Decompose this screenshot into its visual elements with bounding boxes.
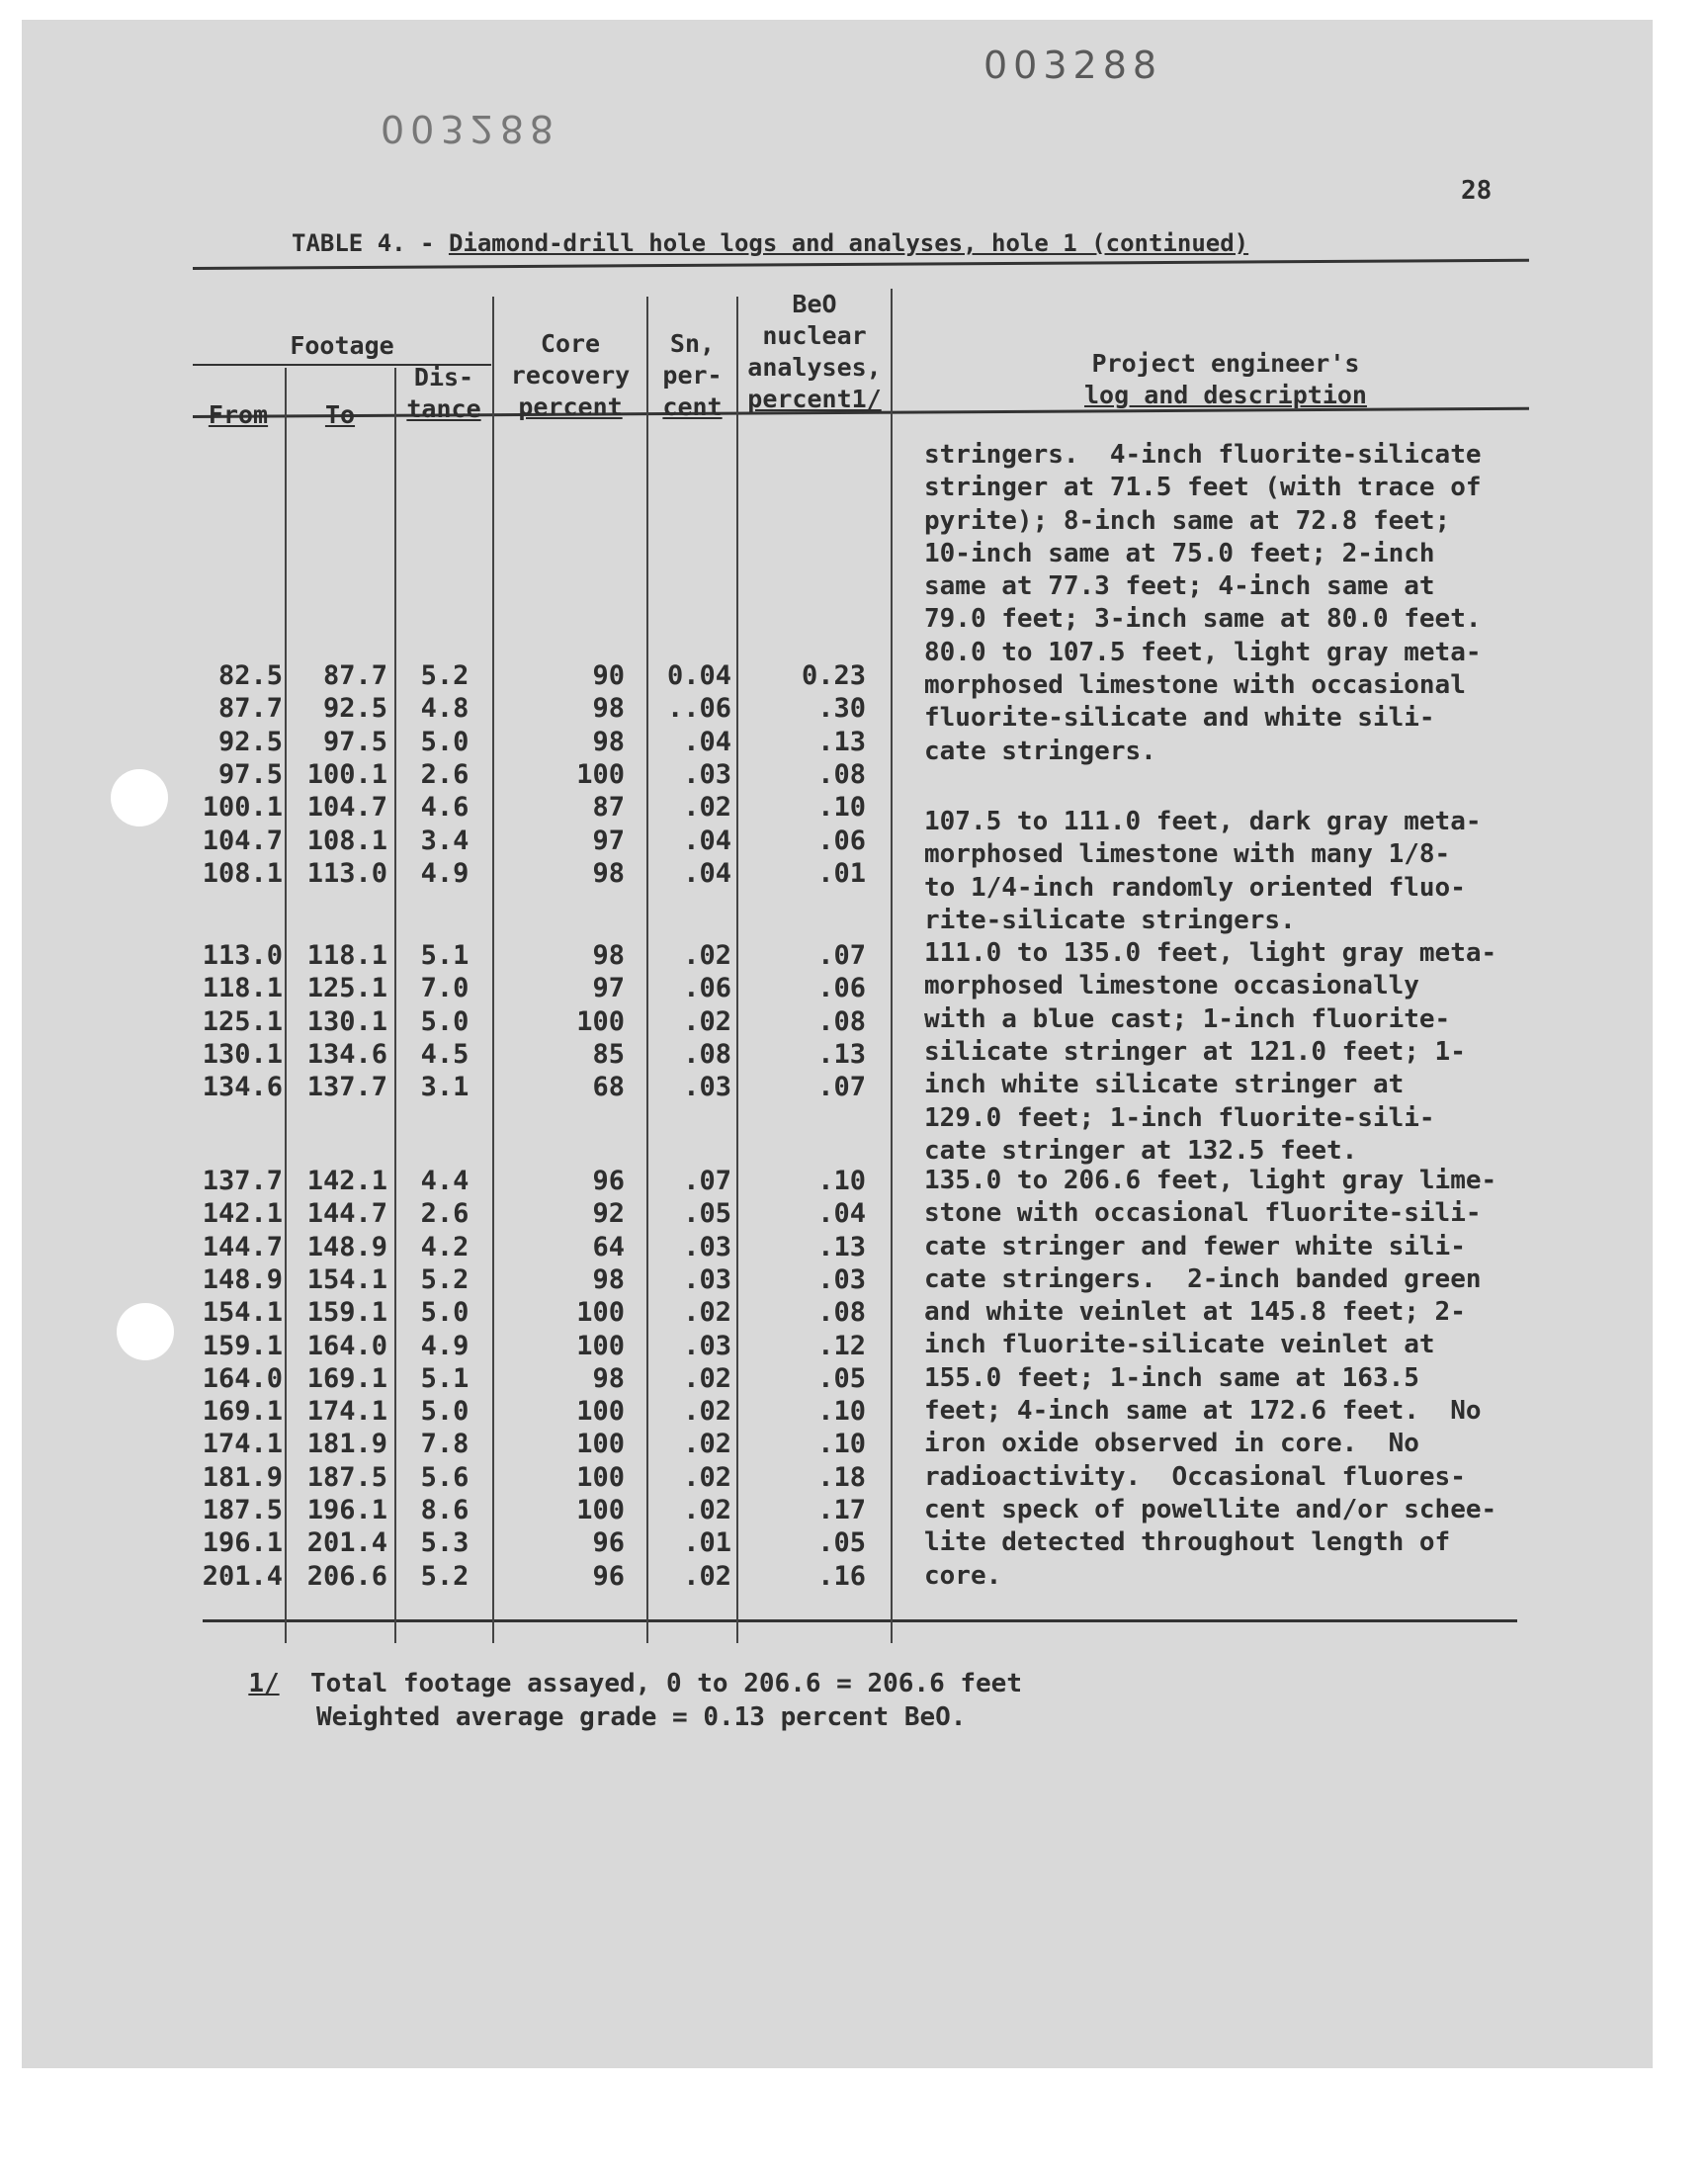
- cell-sn: .02: [683, 1297, 731, 1329]
- cell-core: 97: [592, 973, 625, 1004]
- cell-distance: 2.6: [420, 1198, 470, 1230]
- cell-from: 87.7: [217, 693, 283, 725]
- sn-header-line3: cent: [662, 392, 723, 421]
- cell-beo: .13: [817, 726, 866, 757]
- column-divider-from-to: [285, 368, 287, 1643]
- description-header: [949, 348, 1502, 411]
- cell-from: 196.1: [202, 1527, 283, 1559]
- description-line: cate stringers.: [924, 736, 1156, 766]
- cell-sn: .02: [683, 1396, 731, 1428]
- cell-to: 87.7: [322, 660, 387, 691]
- core-header-line1: Core: [540, 329, 601, 358]
- cell-to: 148.9: [306, 1231, 387, 1262]
- cell-core: 98: [592, 1362, 625, 1394]
- to-header: [287, 399, 393, 431]
- page-number: 28: [1461, 176, 1493, 206]
- cell-from: 159.1: [202, 1330, 283, 1361]
- cell-sn: .04: [683, 857, 731, 889]
- cell-beo: .06: [817, 825, 866, 856]
- footnote-marker: 1/: [248, 1669, 280, 1698]
- cell-sn: .03: [683, 758, 731, 790]
- cell-to: 159.1: [306, 1297, 387, 1329]
- cell-from: 130.1: [202, 1038, 283, 1070]
- cell-core: 98: [592, 1263, 625, 1295]
- cell-to: 181.9: [306, 1429, 387, 1460]
- cell-to: 134.6: [306, 1038, 387, 1070]
- cell-from: 92.5: [217, 726, 283, 757]
- cell-beo: .10: [817, 792, 866, 824]
- description-line: morphosed limestone with occasional: [924, 670, 1466, 701]
- cell-beo: .30: [817, 693, 866, 725]
- document-number-stamp-mirrored: 003288: [381, 107, 560, 150]
- description-line: morphosed limestone with many 1/8-: [924, 839, 1451, 870]
- beo-header-line2: nuclear: [762, 321, 867, 350]
- description-line: 80.0 to 107.5 feet, light gray meta-: [924, 637, 1482, 667]
- cell-from: 113.0: [202, 940, 283, 971]
- footnote-line2: Weighted average grade = 0.13 percent BeO.: [316, 1702, 967, 1732]
- cell-from: 82.5: [217, 660, 283, 691]
- cell-distance: 7.0: [420, 973, 470, 1004]
- cell-from: 108.1: [202, 857, 283, 889]
- description-line: rite-silicate stringers.: [924, 905, 1296, 935]
- cell-sn: .01: [683, 1527, 731, 1559]
- cell-core: 92: [592, 1198, 625, 1230]
- cell-from: 104.7: [202, 825, 283, 856]
- cell-core: 96: [592, 1166, 625, 1196]
- table-title: [292, 229, 1248, 257]
- cell-from: 154.1: [202, 1297, 283, 1329]
- footnote: [217, 1633, 1022, 1734]
- cell-to: 100.1: [306, 758, 387, 790]
- cell-distance: 2.6: [420, 758, 470, 790]
- cell-beo: .06: [817, 973, 866, 1004]
- description-line: lite detected throughout length of: [924, 1527, 1451, 1558]
- description-line: 10-inch same at 75.0 feet; 2-inch: [924, 538, 1435, 568]
- cell-sn: .03: [683, 1330, 731, 1361]
- cell-distance: 5.6: [420, 1461, 470, 1493]
- cell-beo: .05: [817, 1362, 866, 1394]
- description-line: cent speck of powellite and/or schee-: [924, 1494, 1497, 1524]
- cell-from: 148.9: [202, 1263, 283, 1295]
- cell-from: 174.1: [202, 1429, 283, 1460]
- cell-distance: 8.6: [420, 1495, 470, 1525]
- cell-sn: .03: [683, 1072, 731, 1103]
- cell-core: 90: [592, 660, 625, 691]
- description-line: feet; 4-inch same at 172.6 feet. No: [924, 1396, 1482, 1427]
- description-block-1: [924, 439, 1482, 768]
- punch-hole-top: [111, 769, 168, 826]
- cell-sn: 0.04: [666, 660, 731, 691]
- cell-distance: 5.1: [420, 940, 470, 971]
- cell-to: 201.4: [306, 1527, 387, 1559]
- column-divider-beo-description: [891, 289, 893, 1643]
- description-line: 155.0 feet; 1-inch same at 163.5: [924, 1362, 1419, 1393]
- cell-core: 97: [592, 825, 625, 856]
- cell-sn: .02: [683, 1362, 731, 1394]
- beo-header-line3: analyses,: [747, 353, 882, 382]
- cell-core: 98: [592, 857, 625, 889]
- cell-to: 125.1: [306, 973, 387, 1004]
- cell-core: 100: [576, 1461, 625, 1493]
- beo-header-line4: percent1/: [747, 385, 882, 413]
- description-line: cate stringer and fewer white sili-: [924, 1231, 1466, 1262]
- cell-to: 92.5: [322, 693, 387, 725]
- cell-to: 104.7: [306, 792, 387, 824]
- sn-header-line2: per-: [662, 361, 723, 390]
- description-line: morphosed limestone occasionally: [924, 971, 1419, 1001]
- cell-beo: .16: [817, 1560, 866, 1592]
- cell-from: 118.1: [202, 973, 283, 1004]
- cell-beo: .13: [817, 1038, 866, 1070]
- column-divider-distance-core: [492, 297, 494, 1643]
- cell-to: 130.1: [306, 1005, 387, 1037]
- cell-core: 98: [592, 940, 625, 971]
- document-number-stamp: 003288: [983, 44, 1163, 87]
- cell-from: 181.9: [202, 1461, 283, 1493]
- cell-core: 100: [576, 1396, 625, 1428]
- cell-distance: 4.6: [420, 792, 470, 824]
- cell-distance: 5.0: [420, 1396, 470, 1428]
- cell-core: 100: [576, 1330, 625, 1361]
- cell-beo: .08: [817, 758, 866, 790]
- cell-beo: .01: [817, 857, 866, 889]
- to-header-label: To: [324, 400, 356, 429]
- footnote-line1: Total footage assayed, 0 to 206.6 = 206.6 feet: [309, 1669, 1022, 1698]
- cell-from: 142.1: [202, 1198, 283, 1230]
- cell-sn: ..06: [666, 693, 731, 725]
- description-block-2: [924, 806, 1496, 1168]
- description-line: iron oxide observed in core. No: [924, 1429, 1419, 1459]
- cell-sn: .08: [683, 1038, 731, 1070]
- description-line: core.: [924, 1560, 1002, 1591]
- cell-core: 87: [592, 792, 625, 824]
- beo-header-line1: BeO: [792, 290, 837, 318]
- cell-core: 85: [592, 1038, 625, 1070]
- cell-from: 97.5: [217, 758, 283, 790]
- description-line: 111.0 to 135.0 feet, light gray meta-: [924, 938, 1497, 969]
- description-line: 135.0 to 206.6 feet, light gray lime-: [924, 1166, 1497, 1195]
- description-header-line1: Project engineer's: [1091, 349, 1360, 378]
- cell-sn: .02: [683, 1560, 731, 1592]
- cell-to: 118.1: [306, 940, 387, 971]
- cell-from: 187.5: [202, 1495, 283, 1525]
- cell-sn: .05: [683, 1198, 731, 1230]
- cell-beo: .08: [817, 1297, 866, 1329]
- cell-from: 100.1: [202, 792, 283, 824]
- cell-beo: .17: [817, 1495, 866, 1525]
- description-line: stringer at 71.5 feet (with trace of: [924, 473, 1482, 503]
- sn-header: [648, 328, 736, 423]
- cell-to: 164.0: [306, 1330, 387, 1361]
- description-line: stone with occasional fluorite-sili-: [924, 1198, 1482, 1229]
- cell-beo: .10: [817, 1429, 866, 1460]
- description-line: inch fluorite-silicate veinlet at: [924, 1330, 1435, 1360]
- cell-distance: 5.2: [420, 1560, 470, 1592]
- cell-distance: 7.8: [420, 1429, 470, 1460]
- sn-header-line1: Sn,: [669, 329, 716, 358]
- description-line: 79.0 feet; 3-inch same at 80.0 feet.: [924, 604, 1482, 635]
- cell-core: 64: [592, 1231, 625, 1262]
- cell-from: 201.4: [202, 1560, 283, 1592]
- cell-to: 206.6: [306, 1560, 387, 1592]
- cell-to: 142.1: [306, 1166, 387, 1196]
- cell-distance: 5.0: [420, 1297, 470, 1329]
- core-recovery-header: [494, 328, 646, 423]
- cell-sn: .03: [683, 1263, 731, 1295]
- description-header-line2: log and description: [1084, 381, 1367, 409]
- cell-distance: 3.1: [420, 1072, 470, 1103]
- description-line: inch white silicate stringer at: [924, 1070, 1405, 1100]
- cell-to: 154.1: [306, 1263, 387, 1295]
- cell-to: 169.1: [306, 1362, 387, 1394]
- punch-hole-bottom: [117, 1303, 174, 1360]
- description-line: same at 77.3 feet; 4-inch same at: [924, 571, 1435, 602]
- cell-sn: .02: [683, 940, 731, 971]
- description-line: stringers. 4-inch fluorite-silicate: [924, 440, 1482, 470]
- cell-distance: 4.5: [420, 1038, 470, 1070]
- cell-beo: .12: [817, 1330, 866, 1361]
- cell-distance: 4.9: [420, 857, 470, 889]
- cell-distance: 5.3: [420, 1527, 470, 1559]
- cell-beo: .10: [817, 1396, 866, 1428]
- cell-core: 96: [592, 1527, 625, 1559]
- cell-beo: 0.23: [801, 660, 866, 691]
- cell-distance: 5.1: [420, 1362, 470, 1394]
- cell-distance: 4.2: [420, 1231, 470, 1262]
- column-divider-to-distance: [394, 368, 396, 1643]
- cell-beo: .10: [817, 1166, 866, 1196]
- cell-beo: .18: [817, 1461, 866, 1493]
- cell-core: 100: [576, 1429, 625, 1460]
- cell-distance: 3.4: [420, 825, 470, 856]
- cell-from: 144.7: [202, 1231, 283, 1262]
- cell-core: 98: [592, 693, 625, 725]
- from-header: [193, 399, 284, 431]
- distance-header: [396, 362, 491, 425]
- beo-header: [738, 289, 891, 415]
- cell-to: 113.0: [306, 857, 387, 889]
- cell-to: 187.5: [306, 1461, 387, 1493]
- cell-sn: .02: [683, 1005, 731, 1037]
- core-header-line2: recovery: [510, 361, 631, 390]
- cell-to: 97.5: [322, 726, 387, 757]
- cell-beo: .07: [817, 940, 866, 971]
- description-line: 107.5 to 111.0 feet, dark gray meta-: [924, 807, 1482, 836]
- cell-core: 100: [576, 1495, 625, 1525]
- cell-distance: 4.8: [420, 693, 470, 725]
- cell-core: 98: [592, 726, 625, 757]
- cell-beo: .08: [817, 1005, 866, 1037]
- cell-distance: 5.2: [420, 660, 470, 691]
- cell-from: 137.7: [202, 1166, 283, 1196]
- description-line: to 1/4-inch randomly oriented fluo-: [924, 872, 1466, 903]
- cell-from: 134.6: [202, 1072, 283, 1103]
- from-header-label: From: [208, 400, 269, 429]
- cell-to: 196.1: [306, 1495, 387, 1525]
- description-line: silicate stringer at 121.0 feet; 1-: [924, 1037, 1466, 1068]
- cell-core: 100: [576, 758, 625, 790]
- cell-core: 96: [592, 1560, 625, 1592]
- core-header-line3: percent: [518, 392, 623, 421]
- table-title-prefix: TABLE 4. -: [292, 229, 449, 257]
- cell-distance: 5.2: [420, 1263, 470, 1295]
- cell-sn: .02: [683, 792, 731, 824]
- cell-beo: .04: [817, 1198, 866, 1230]
- cell-distance: 4.9: [420, 1330, 470, 1361]
- description-block-3: [924, 1165, 1496, 1593]
- description-line: 129.0 feet; 1-inch fluorite-sili-: [924, 1102, 1435, 1133]
- cell-to: 144.7: [306, 1198, 387, 1230]
- cell-to: 174.1: [306, 1396, 387, 1428]
- cell-from: 169.1: [202, 1396, 283, 1428]
- description-line: radioactivity. Occasional fluores-: [924, 1461, 1466, 1492]
- cell-from: 164.0: [202, 1362, 283, 1394]
- cell-sn: .04: [683, 825, 731, 856]
- cell-beo: .07: [817, 1072, 866, 1103]
- cell-to: 108.1: [306, 825, 387, 856]
- cell-from: 125.1: [202, 1005, 283, 1037]
- cell-sn: .06: [683, 973, 731, 1004]
- column-divider-core-sn: [646, 297, 648, 1643]
- cell-sn: .07: [683, 1166, 731, 1196]
- cell-sn: .02: [683, 1429, 731, 1460]
- distance-header-line2: tance: [406, 394, 481, 423]
- cell-sn: .04: [683, 726, 731, 757]
- cell-core: 100: [576, 1297, 625, 1329]
- description-line: cate stringers. 2-inch banded green: [924, 1263, 1482, 1294]
- column-divider-sn-beo: [736, 297, 738, 1643]
- cell-beo: .03: [817, 1263, 866, 1295]
- cell-distance: 5.0: [420, 1005, 470, 1037]
- cell-core: 100: [576, 1005, 625, 1037]
- distance-header-line1: Dis-: [413, 363, 474, 392]
- description-line: fluorite-silicate and white sili-: [924, 703, 1435, 734]
- description-line: pyrite); 8-inch same at 72.8 feet;: [924, 505, 1451, 536]
- footage-header: Footage: [290, 331, 394, 360]
- cell-sn: .02: [683, 1495, 731, 1525]
- cell-distance: 5.0: [420, 726, 470, 757]
- cell-distance: 4.4: [420, 1166, 470, 1196]
- description-line: with a blue cast; 1-inch fluorite-: [924, 1003, 1451, 1034]
- table-bottom-rule: [203, 1619, 1517, 1622]
- cell-sn: .03: [683, 1231, 731, 1262]
- cell-beo: .05: [817, 1527, 866, 1559]
- table-title-main: Diamond-drill hole logs and analyses, hole 1 (continued): [448, 229, 1249, 257]
- cell-to: 137.7: [306, 1072, 387, 1103]
- cell-beo: .13: [817, 1231, 866, 1262]
- cell-sn: .02: [683, 1461, 731, 1493]
- description-line: cate stringer at 132.5 feet.: [924, 1135, 1358, 1166]
- cell-core: 68: [592, 1072, 625, 1103]
- description-line: and white veinlet at 145.8 feet; 2-: [924, 1297, 1466, 1328]
